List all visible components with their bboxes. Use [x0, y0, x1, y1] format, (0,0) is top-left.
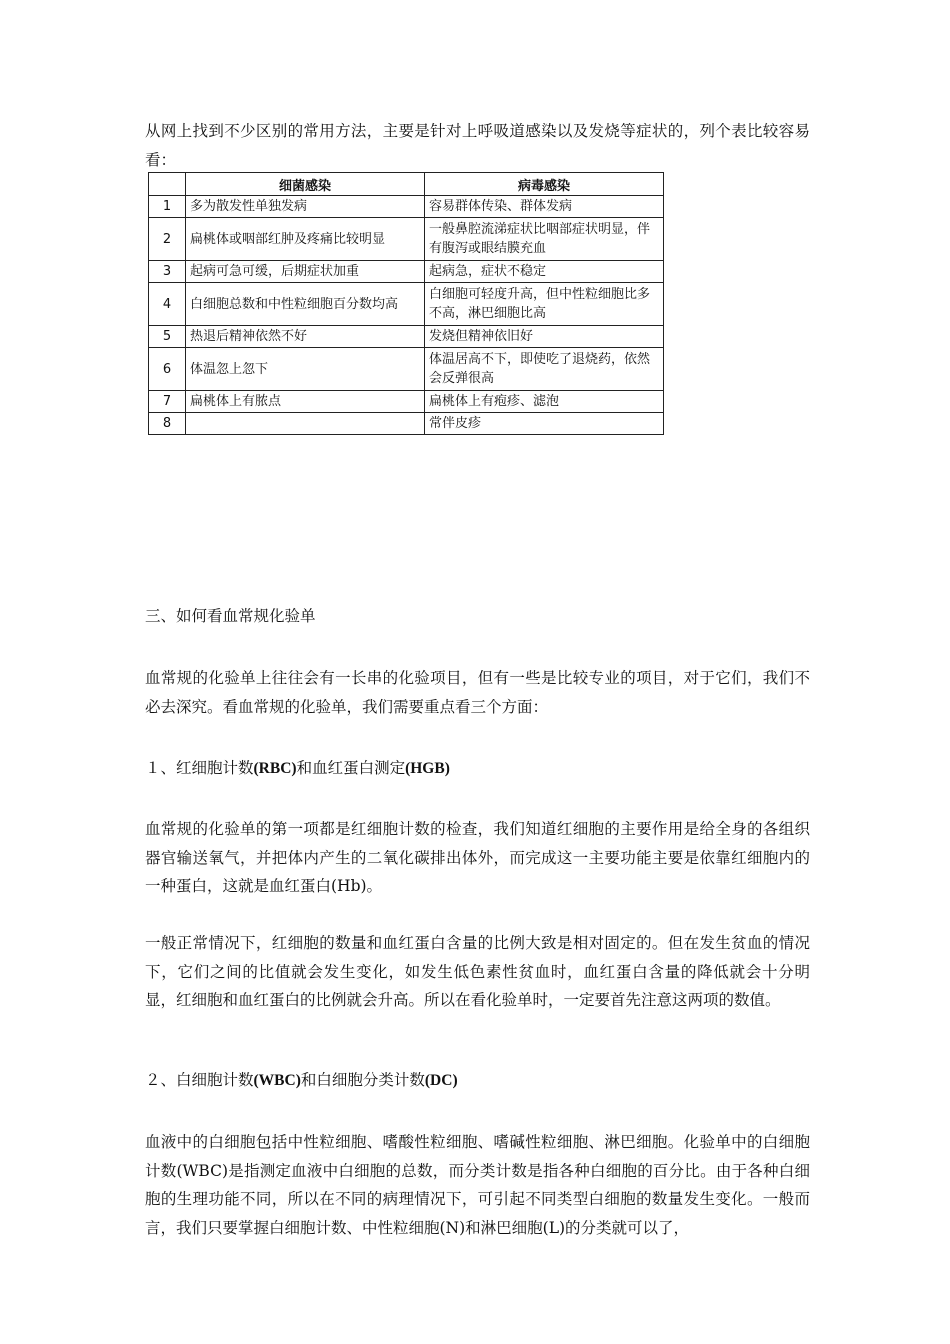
comparison-table [148, 172, 664, 435]
viral-cell: 一般鼻腔流涕症状比咽部症状明显，伴有腹泻或眼结膜充血 [425, 218, 664, 261]
item-1-paragraph-2: 一般正常情况下，红细胞的数量和血红蛋白含量的比例大致是相对固定的。但在发生贫血的情况下，它们之间的比值就会发生变化，如发生低色素性贫血时，血红蛋白含量的降低就会十分明显，红细胞和血红蛋白的比例就会升高。所以在看化验单时，一定要首先注意这两项的数值。 [145, 934, 810, 1009]
table-row [149, 196, 664, 218]
table-header-row [149, 173, 664, 196]
item-1-prefix: １、红细胞计数 [145, 759, 254, 777]
bacterial-cell: 白细胞总数和中性粒细胞百分数均高 [186, 283, 425, 326]
bacterial-cell: 扁桃体或咽部红肿及疼痛比较明显 [186, 218, 425, 261]
viral-cell: 白细胞可轻度升高，但中性粒细胞比多不高，淋巴细胞比高 [425, 283, 664, 326]
item-1-mid: 和血红蛋白测定 [296, 759, 406, 777]
bacterial-cell [186, 413, 425, 435]
table-row [149, 348, 664, 391]
table-row [149, 218, 664, 261]
bacterial-cell: 起病可急可缓，后期症状加重 [186, 261, 425, 283]
intro-paragraph: 从网上找到不少区别的常用方法，主要是针对上呼吸道感染以及发烧等症状的，列个表比较容易看： [145, 122, 810, 169]
item-2-paragraph-1: 血液中的白细胞包括中性粒细胞、嗜酸性粒细胞、嗜碱性粒细胞、淋巴细胞。化验单中的白细胞计数(WBC)是指测定血液中白细胞的总数，而分类计数是指各种白细胞的百分比。由于各种白细胞的生理功能不同，所以在不同的病理情况下，可引起不同类型白细胞的数量发生变化。一般而言，我们只要掌握白细胞计数、中性粒细胞(N)和淋巴细胞(L)的分类就可以了， [145, 1133, 810, 1237]
bacterial-cell: 扁桃体上有脓点 [186, 391, 425, 413]
row-number: 8 [149, 413, 186, 435]
item-1-abbr-rbc: (RBC) [253, 760, 297, 777]
item-1-abbr-hgb: (HGB) [405, 760, 450, 777]
item-2-abbr-dc: (DC) [424, 1072, 458, 1089]
row-number: 3 [149, 261, 186, 283]
row-number: 1 [149, 196, 186, 218]
table-row [149, 413, 664, 435]
item-2-prefix: ２、白细胞计数 [145, 1071, 254, 1089]
row-number: 4 [149, 283, 186, 326]
row-number: 7 [149, 391, 186, 413]
row-number: 2 [149, 218, 186, 261]
viral-cell: 容易群体传染、群体发病 [425, 196, 664, 218]
item-2-mid: 和白细胞分类计数 [300, 1071, 425, 1089]
header-bacterial: 细菌感染 [186, 173, 425, 196]
viral-cell: 扁桃体上有疱疹、滤泡 [425, 391, 664, 413]
viral-cell: 常伴皮疹 [425, 413, 664, 435]
header-number [149, 173, 186, 196]
viral-cell: 起病急，症状不稳定 [425, 261, 664, 283]
table-row [149, 283, 664, 326]
table-row [149, 326, 664, 348]
row-number: 6 [149, 348, 186, 391]
section-3-intro: 血常规的化验单上往往会有一长串的化验项目，但有一些是比较专业的项目，对于它们，我们不必去深究。看血常规的化验单，我们需要重点看三个方面： [145, 669, 810, 716]
row-number: 5 [149, 326, 186, 348]
bacterial-cell: 热退后精神依然不好 [186, 326, 425, 348]
item-1-heading [145, 754, 450, 783]
bacterial-cell: 体温忽上忽下 [186, 348, 425, 391]
bacterial-cell: 多为散发性单独发病 [186, 196, 425, 218]
item-1-paragraph-1: 血常规的化验单的第一项都是红细胞计数的检查，我们知道红细胞的主要作用是给全身的各组织器官输送氧气，并把体内产生的二氧化碳排出体外，而完成这一主要功能主要是依靠红细胞内的一种蛋白，这就是血红蛋白(Hb)。 [145, 820, 810, 895]
viral-cell: 体温居高不下，即使吃了退烧药，依然会反弹很高 [425, 348, 664, 391]
section-3-title: 三、如何看血常规化验单 [145, 607, 316, 625]
table-row [149, 391, 664, 413]
item-2-heading [145, 1066, 458, 1095]
item-2-abbr-wbc: (WBC) [253, 1072, 301, 1089]
viral-cell: 发烧但精神依旧好 [425, 326, 664, 348]
header-viral: 病毒感染 [425, 173, 664, 196]
table-row [149, 261, 664, 283]
